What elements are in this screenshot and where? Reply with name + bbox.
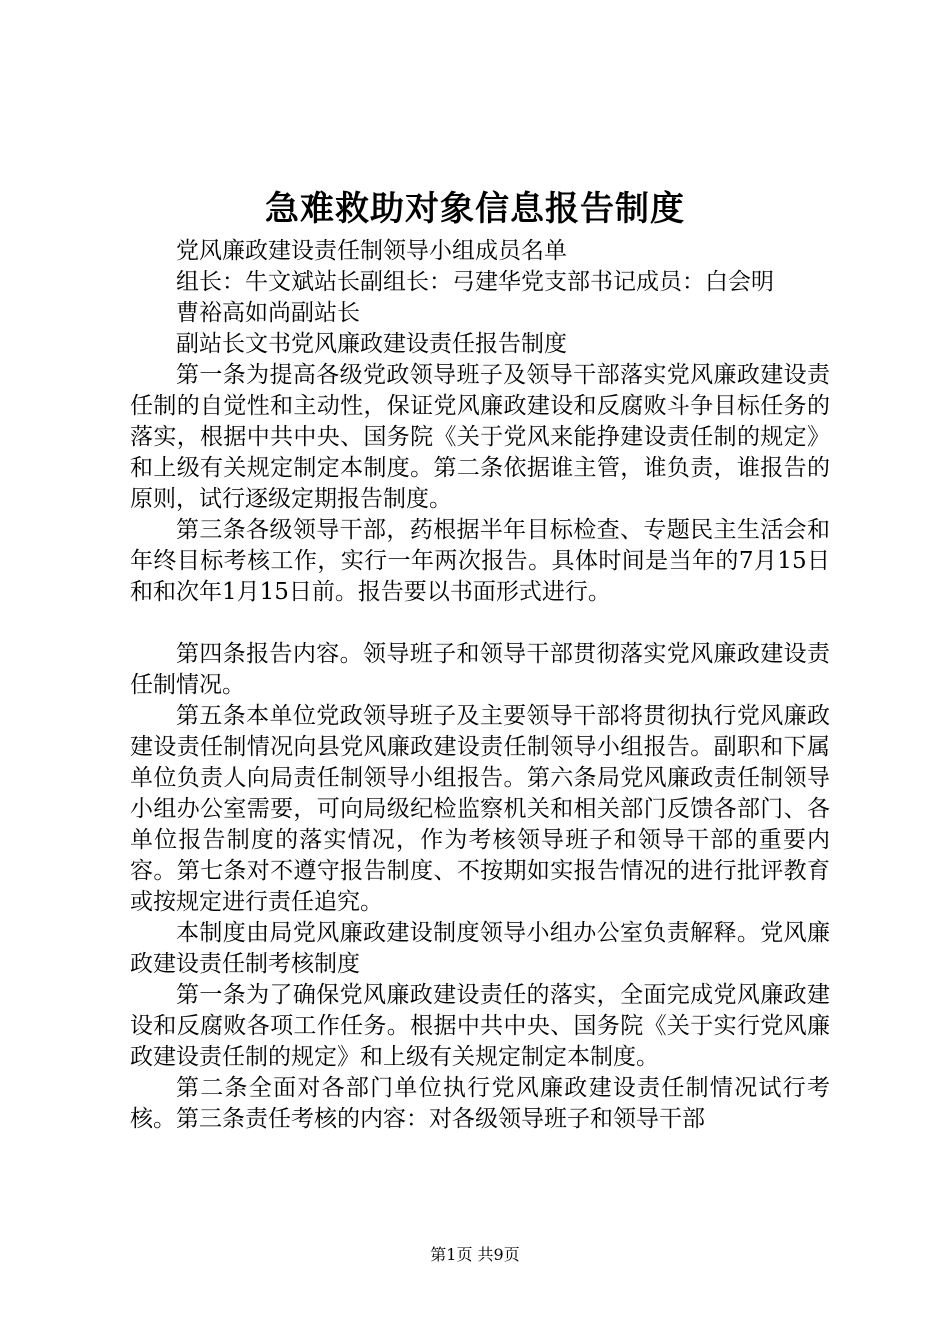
document-body bbox=[130, 236, 830, 1135]
paragraph-group-leaders: 组长：牛文斌站长副组长：弓建华党支部书记成员：白会明 bbox=[176, 269, 774, 295]
paragraph-article-4: 第四条报告内容。领导班子和领导干部贯彻落实党风廉政建设责任制情况。 bbox=[130, 641, 830, 698]
paragraph-article-1: 第一条为提高各级党政领导班子及领导干部落实党风廉政建设责任制的自觉性和主动性，保证党风廉政建设和反腐败斗争目标任务的落实，根据中共中央、国务院《关于党风来能挣建设责任制的规定》和上级有关规定制定本制度。第二条依据谁主管，谁负责，谁报告的原则，试行逐级定期报告制度。 bbox=[130, 362, 830, 512]
paragraph-report-system-heading: 副站长文书党风廉政建设责任报告制度 bbox=[176, 331, 567, 357]
paragraph-member-list-heading: 党风廉政建设责任制领导小组成员名单 bbox=[176, 238, 567, 264]
page-number-footer: 第1页 共9页 bbox=[430, 1245, 520, 1264]
paragraph-article-3: 第三条各级领导干部，药根据半年目标检查、专题民主生活会和年终目标考核工作，实行一年两次报告。具体时间是当年的7月15日和和次年1月15日前。报告要以书面形式进行。 bbox=[130, 517, 830, 605]
paragraph-assessment-article-2: 第二条全面对各部门单位执行党风廉政建设责任制情况试行考核。第三条责任考核的内容：对各级领导班子和领导干部 bbox=[130, 1075, 830, 1132]
document-title: 急难救助对象信息报告制度 bbox=[265, 189, 685, 229]
paragraph-article-5: 第五条本单位党政领导班子及主要领导干部将贯彻执行党风廉政建设责任制情况向县党风廉政建设责任制领导小组报告。副职和下属单位负责人向局责任制领导小组报告。第六条局党风廉政责任制领导小组办公室需要，可向局级纪检监察机关和相关部门反馈各部门、各单位报告制度的落实情况，作为考核领导班子和领导干部的重要内容。第七条对不遵守报告制度、不按期如实报告情况的进行批评教育或按规定进行责任追究。 bbox=[130, 703, 830, 915]
paragraph-interpretation: 本制度由局党风廉政建设制度领导小组办公室负责解释。党风廉政建设责任制考核制度 bbox=[130, 920, 830, 977]
paragraph-assessment-article-1: 第一条为了确保党风廉政建设责任的落实，全面完成党风廉政建设和反腐败各项工作任务。根据中共中央、国务院《关于实行党风廉政建设责任制的规定》和上级有关规定制定本制度。 bbox=[130, 982, 830, 1070]
paragraph-gap bbox=[130, 608, 830, 639]
paragraph-deputy-stationmaster: 曹裕高如尚副站长 bbox=[176, 300, 360, 326]
